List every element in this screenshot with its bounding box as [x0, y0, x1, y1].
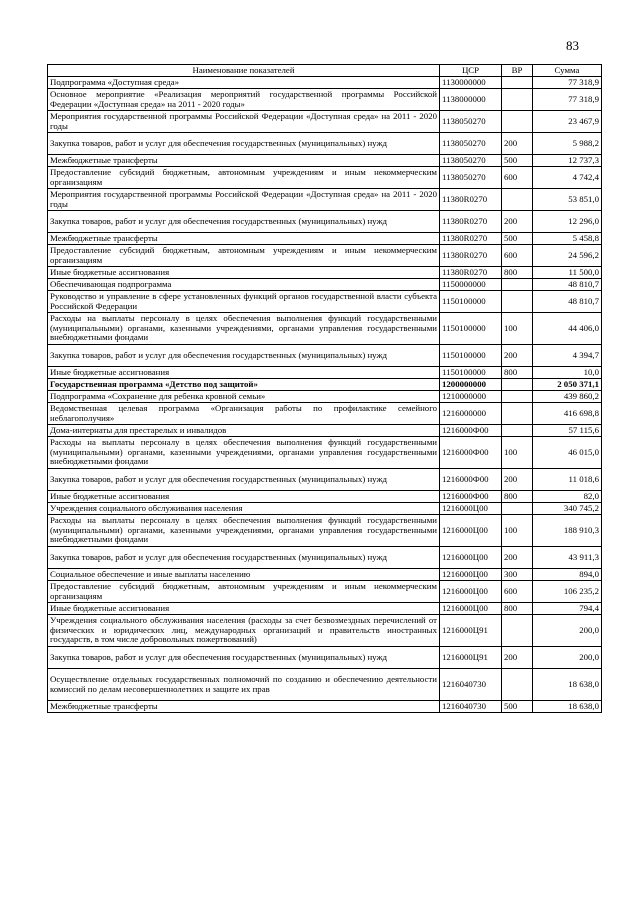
table-header-row — [48, 65, 602, 77]
table-row — [48, 515, 602, 547]
row-sum: 200,0 — [533, 615, 602, 647]
row-name: Учреждения социального обслуживания населения (расходы за счет безвозмездных перечислений от физических и юридических лиц, международных организаций и правительств иностранных государств, в том числе добровольных пожертвований) — [48, 615, 440, 647]
row-sum: 4 394,7 — [533, 345, 602, 367]
row-sum: 18 638,0 — [533, 669, 602, 701]
row-vr — [502, 89, 533, 111]
table-row — [48, 469, 602, 491]
row-vr: 800 — [502, 603, 533, 615]
row-sum: 57 115,6 — [533, 425, 602, 437]
row-vr: 200 — [502, 211, 533, 233]
row-csr: 1150100000 — [440, 345, 502, 367]
row-vr: 500 — [502, 155, 533, 167]
row-sum: 12 296,0 — [533, 211, 602, 233]
table-row — [48, 77, 602, 89]
row-vr: 800 — [502, 367, 533, 379]
row-vr: 200 — [502, 469, 533, 491]
row-vr: 200 — [502, 547, 533, 569]
column-header-csr: ЦСР — [440, 65, 502, 77]
row-csr: 1138050270 — [440, 167, 502, 189]
table-row — [48, 615, 602, 647]
table-row — [48, 155, 602, 167]
row-vr: 300 — [502, 569, 533, 581]
row-sum: 53 851,0 — [533, 189, 602, 211]
row-vr — [502, 279, 533, 291]
table-row — [48, 581, 602, 603]
row-csr: 1138050270 — [440, 133, 502, 155]
row-vr: 200 — [502, 647, 533, 669]
row-vr — [502, 615, 533, 647]
table-row — [48, 111, 602, 133]
row-vr — [502, 291, 533, 313]
table-row — [48, 547, 602, 569]
row-name: Предоставление субсидий бюджетным, автономным учреждениям и иным некоммерческим организациям — [48, 581, 440, 603]
row-csr: 1216000Ф00 — [440, 425, 502, 437]
row-csr: 1216000Ц91 — [440, 615, 502, 647]
row-name: Закупка товаров, работ и услуг для обеспечения государственных (муниципальных) нужд — [48, 547, 440, 569]
table-row — [48, 503, 602, 515]
row-sum: 48 810,7 — [533, 291, 602, 313]
table-row — [48, 267, 602, 279]
row-sum: 48 810,7 — [533, 279, 602, 291]
row-sum: 24 596,2 — [533, 245, 602, 267]
row-sum: 439 860,2 — [533, 391, 602, 403]
row-name: Предоставление субсидий бюджетным, автономным учреждениям и иным некоммерческим организациям — [48, 245, 440, 267]
row-sum: 77 318,9 — [533, 89, 602, 111]
row-sum: 340 745,2 — [533, 503, 602, 515]
column-header-name: Наименование показателей — [48, 65, 440, 77]
row-vr — [502, 391, 533, 403]
row-csr: 1216000000 — [440, 403, 502, 425]
table-row — [48, 89, 602, 111]
row-name: Осуществление отдельных государственных полномочий по созданию и обеспечению деятельности комиссий по делам несовершеннолетних и защите их прав — [48, 669, 440, 701]
row-csr: 1130000000 — [440, 77, 502, 89]
row-vr: 100 — [502, 313, 533, 345]
row-sum: 11 018,6 — [533, 469, 602, 491]
table-row — [48, 647, 602, 669]
row-sum: 11 500,0 — [533, 267, 602, 279]
row-vr — [502, 379, 533, 391]
table-body — [48, 77, 602, 713]
row-csr: 1216040730 — [440, 669, 502, 701]
row-name: Государственная программа «Детство под защитой» — [48, 379, 440, 391]
row-name: Закупка товаров, работ и услуг для обеспечения государственных (муниципальных) нужд — [48, 211, 440, 233]
row-vr: 500 — [502, 233, 533, 245]
row-vr — [502, 111, 533, 133]
row-sum: 44 406,0 — [533, 313, 602, 345]
table-row — [48, 345, 602, 367]
row-csr: 1216000Ц00 — [440, 503, 502, 515]
table-row — [48, 425, 602, 437]
row-name: Закупка товаров, работ и услуг для обеспечения государственных (муниципальных) нужд — [48, 133, 440, 155]
row-name: Обеспечивающая подпрограмма — [48, 279, 440, 291]
row-csr: 1216040730 — [440, 701, 502, 713]
row-sum: 10,0 — [533, 367, 602, 379]
row-csr: 11380R0270 — [440, 211, 502, 233]
row-vr — [502, 425, 533, 437]
row-sum: 46 015,0 — [533, 437, 602, 469]
row-name: Межбюджетные трансферты — [48, 155, 440, 167]
table-row — [48, 245, 602, 267]
row-vr — [502, 403, 533, 425]
row-csr: 11380R0270 — [440, 233, 502, 245]
row-csr: 1216000Ц00 — [440, 547, 502, 569]
row-csr: 1216000Ц00 — [440, 515, 502, 547]
row-vr: 200 — [502, 345, 533, 367]
row-name: Закупка товаров, работ и услуг для обеспечения государственных (муниципальных) нужд — [48, 469, 440, 491]
row-name: Межбюджетные трансферты — [48, 233, 440, 245]
column-header-vr: ВР — [502, 65, 533, 77]
row-name: Подпрограмма «Доступная среда» — [48, 77, 440, 89]
row-sum: 43 911,3 — [533, 547, 602, 569]
row-sum: 77 318,9 — [533, 77, 602, 89]
row-name: Межбюджетные трансферты — [48, 701, 440, 713]
row-vr — [502, 503, 533, 515]
row-name: Закупка товаров, работ и услуг для обеспечения государственных (муниципальных) нужд — [48, 345, 440, 367]
budget-table — [47, 64, 602, 713]
table-row — [48, 233, 602, 245]
row-csr: 1138050270 — [440, 111, 502, 133]
row-name: Расходы на выплаты персоналу в целях обеспечения выполнения функций государственными (муниципальными) органами, казенными учреждениями, органами управления государственными внебюджетными фондами — [48, 437, 440, 469]
row-csr: 1210000000 — [440, 391, 502, 403]
row-vr: 600 — [502, 581, 533, 603]
row-sum: 188 910,3 — [533, 515, 602, 547]
table-row — [48, 167, 602, 189]
row-vr: 100 — [502, 515, 533, 547]
row-vr: 200 — [502, 133, 533, 155]
row-name: Закупка товаров, работ и услуг для обеспечения государственных (муниципальных) нужд — [48, 647, 440, 669]
row-name: Основное мероприятие «Реализация мероприятий государственной программы Российской Федерации «Доступная среда» на 2011 - 2020 годы» — [48, 89, 440, 111]
row-sum: 18 638,0 — [533, 701, 602, 713]
row-name: Расходы на выплаты персоналу в целях обеспечения выполнения функций государственными (муниципальными) органами, казенными учреждениями, органами управления государственными внебюджетными фондами — [48, 515, 440, 547]
table-row — [48, 279, 602, 291]
table-row — [48, 367, 602, 379]
row-name: Ведомственная целевая программа «Организация работы по профилактике семейного неблагополучия» — [48, 403, 440, 425]
row-csr: 1216000Ф00 — [440, 491, 502, 503]
table-row — [48, 291, 602, 313]
row-csr: 1138000000 — [440, 89, 502, 111]
table-row — [48, 491, 602, 503]
row-csr: 1150100000 — [440, 291, 502, 313]
row-vr: 800 — [502, 267, 533, 279]
row-csr: 1216000Ц00 — [440, 603, 502, 615]
table-row — [48, 603, 602, 615]
row-name: Мероприятия государственной программы Российской Федерации «Доступная среда» на 2011 - 2020 годы — [48, 111, 440, 133]
table-row — [48, 379, 602, 391]
row-sum: 794,4 — [533, 603, 602, 615]
row-sum: 2 050 371,1 — [533, 379, 602, 391]
row-vr — [502, 189, 533, 211]
row-csr: 1216000Ц00 — [440, 581, 502, 603]
column-header-sum: Сумма — [533, 65, 602, 77]
row-csr: 1216000Ф00 — [440, 437, 502, 469]
table-row — [48, 189, 602, 211]
row-name: Учреждения социального обслуживания населения — [48, 503, 440, 515]
table-row — [48, 569, 602, 581]
row-csr: 1150100000 — [440, 313, 502, 345]
row-name: Социальное обеспечение и иные выплаты населению — [48, 569, 440, 581]
row-name: Иные бюджетные ассигнования — [48, 367, 440, 379]
page-number: 83 — [566, 38, 579, 53]
row-name: Иные бюджетные ассигнования — [48, 491, 440, 503]
table-row — [48, 391, 602, 403]
row-csr: 1138050270 — [440, 155, 502, 167]
row-sum: 894,0 — [533, 569, 602, 581]
row-name: Расходы на выплаты персоналу в целях обеспечения выполнения функций государственными (муниципальными) органами, казенными учреждениями, органами управления государственными внебюджетными фондами — [48, 313, 440, 345]
row-sum: 5 988,2 — [533, 133, 602, 155]
row-vr: 600 — [502, 167, 533, 189]
row-name: Руководство и управление в сфере установленных функций органов государственной власти субъекта Российской Федерации — [48, 291, 440, 313]
row-sum: 82,0 — [533, 491, 602, 503]
row-name: Мероприятия государственной программы Российской Федерации «Доступная среда» на 2011 - 2020 годы — [48, 189, 440, 211]
row-sum: 200,0 — [533, 647, 602, 669]
row-csr: 1216000Ц00 — [440, 569, 502, 581]
row-csr: 1216000Ц91 — [440, 647, 502, 669]
row-csr: 1216000Ф00 — [440, 469, 502, 491]
row-name: Подпрограмма «Сохранение для ребенка кровной семьи» — [48, 391, 440, 403]
row-csr: 1150100000 — [440, 367, 502, 379]
row-vr — [502, 77, 533, 89]
row-csr: 1150000000 — [440, 279, 502, 291]
table-row — [48, 403, 602, 425]
row-csr: 11380R0270 — [440, 245, 502, 267]
row-csr: 11380R0270 — [440, 267, 502, 279]
row-csr: 1200000000 — [440, 379, 502, 391]
row-name: Иные бюджетные ассигнования — [48, 603, 440, 615]
row-sum: 416 698,8 — [533, 403, 602, 425]
table-row — [48, 211, 602, 233]
table-row — [48, 437, 602, 469]
row-sum: 12 737,3 — [533, 155, 602, 167]
row-vr — [502, 669, 533, 701]
table-row — [48, 313, 602, 345]
row-csr: 11380R0270 — [440, 189, 502, 211]
row-sum: 4 742,4 — [533, 167, 602, 189]
row-name: Дома-интернаты для престарелых и инвалидов — [48, 425, 440, 437]
row-vr: 600 — [502, 245, 533, 267]
row-vr: 800 — [502, 491, 533, 503]
row-vr: 100 — [502, 437, 533, 469]
table-row — [48, 669, 602, 701]
row-vr: 500 — [502, 701, 533, 713]
table-row — [48, 133, 602, 155]
row-name: Предоставление субсидий бюджетным, автономным учреждениям и иным некоммерческим организациям — [48, 167, 440, 189]
table-row — [48, 701, 602, 713]
row-sum: 106 235,2 — [533, 581, 602, 603]
row-sum: 5 458,8 — [533, 233, 602, 245]
row-name: Иные бюджетные ассигнования — [48, 267, 440, 279]
row-sum: 23 467,9 — [533, 111, 602, 133]
